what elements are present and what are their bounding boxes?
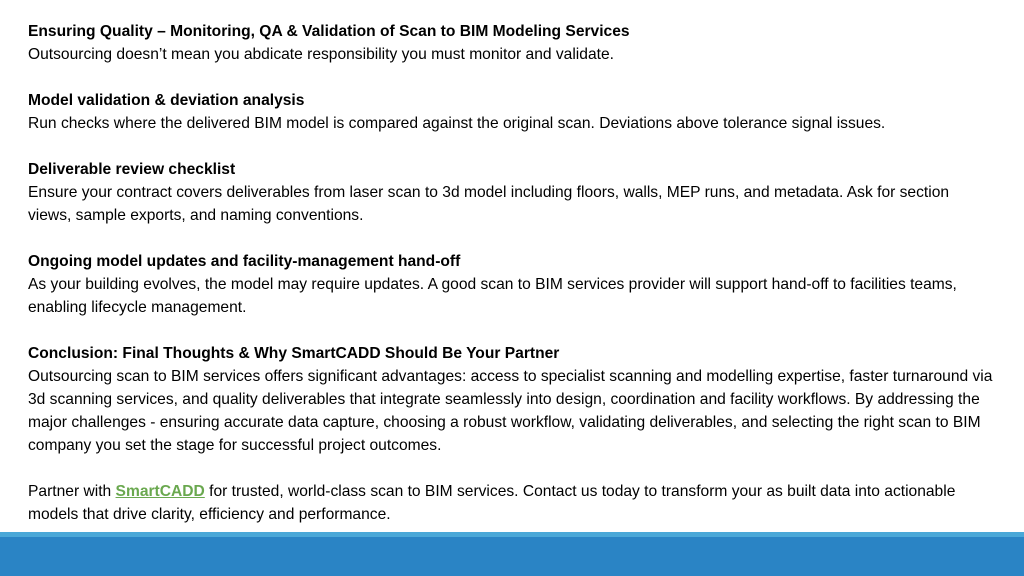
footer-bar	[0, 537, 1024, 576]
smartcadd-link[interactable]: SmartCADD	[115, 483, 205, 500]
section-text: As your building evolves, the model may require updates. A good scan to BIM services provider will support hand-off to facilities teams, enabling lifecycle management.	[28, 276, 957, 316]
section-text: Outsourcing scan to BIM services offers significant advantages: access to specialist scanning and modelling expertise, faster turnaround via 3d scanning services, and quality deliverables that integrate seamlessly into design, coordination and facility workflows. By addressing the major challenges - ensuring accurate data capture, choosing a robust workflow, validating deliverables, and selecting the right scan to BIM company you set the stage for successful project outcomes.	[28, 368, 993, 454]
section-model-updates	[28, 250, 996, 319]
section-text: Outsourcing doesn’t mean you abdicate responsibility you must monitor and validate.	[28, 46, 614, 63]
section-deliverable-checklist	[28, 158, 996, 227]
section-heading: Deliverable review checklist	[28, 161, 236, 178]
closing-paragraph	[28, 480, 996, 526]
document-body	[28, 20, 996, 526]
section-heading: Conclusion: Final Thoughts & Why SmartCADD Should Be Your Partner	[28, 345, 560, 362]
section-heading: Model validation & deviation analysis	[28, 92, 305, 109]
section-text: Run checks where the delivered BIM model is compared against the original scan. Deviations above tolerance signal issues.	[28, 115, 886, 132]
closing-suffix: for trusted, world-class scan to BIM services. Contact us today to transform your as built data into actionable models that drive clarity, efficiency and performance.	[28, 483, 956, 523]
section-heading: Ongoing model updates and facility-management hand-off	[28, 253, 461, 270]
section-model-validation	[28, 89, 996, 135]
section-quality	[28, 20, 996, 66]
closing-prefix: Partner with	[28, 483, 116, 500]
closing-text	[28, 480, 996, 526]
section-text: Ensure your contract covers deliverables from laser scan to 3d model including floors, walls, MEP runs, and metadata. Ask for section views, sample exports, and naming conventions.	[28, 184, 950, 224]
section-heading: Ensuring Quality – Monitoring, QA & Validation of Scan to BIM Modeling Services	[28, 23, 630, 40]
section-conclusion	[28, 342, 996, 457]
